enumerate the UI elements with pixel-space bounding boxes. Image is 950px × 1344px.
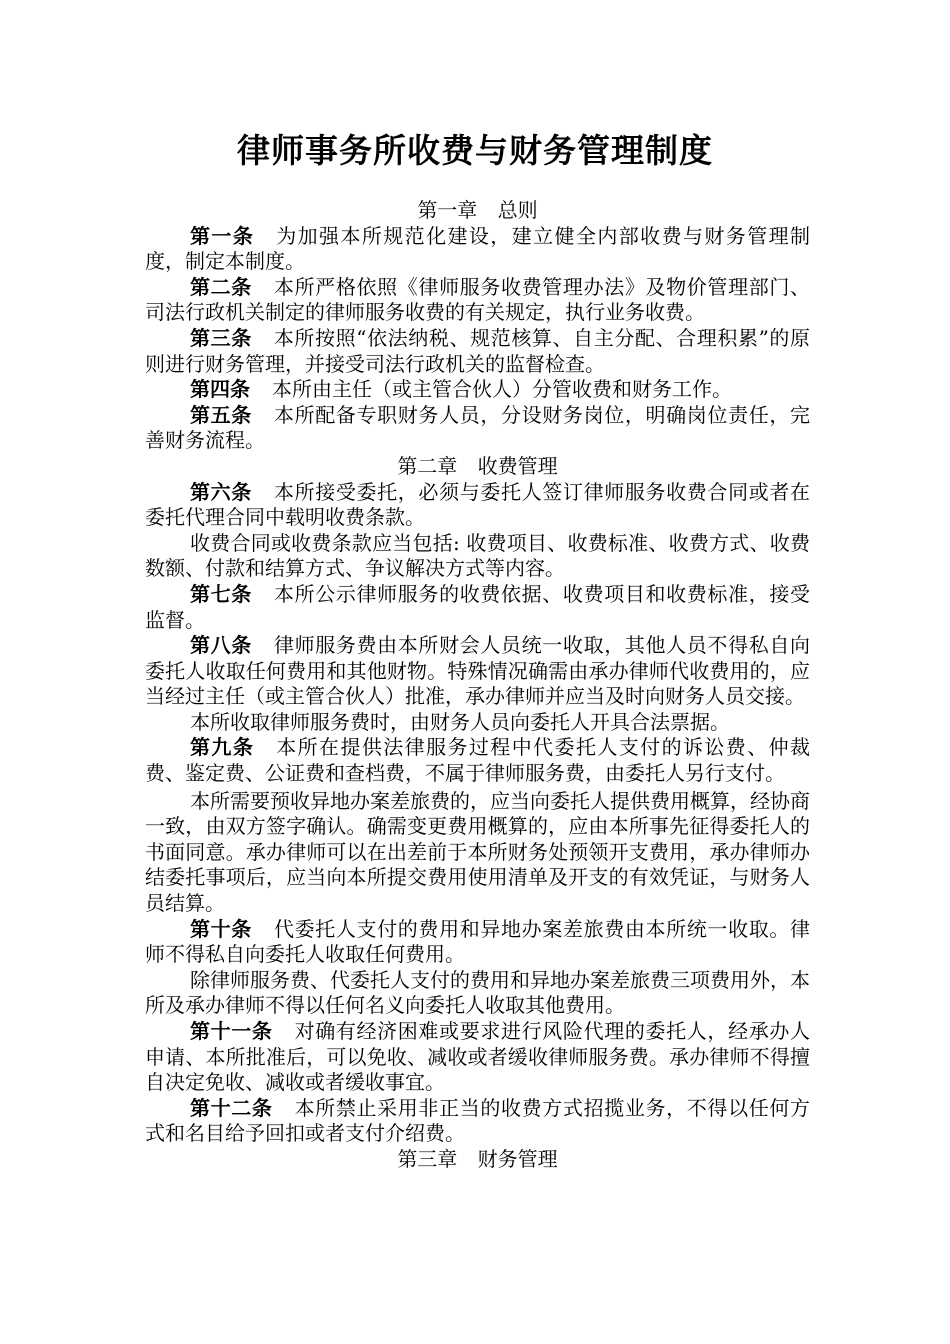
document-body — [145, 198, 810, 1173]
article-number: 第六条 — [190, 479, 252, 504]
article-paragraph — [145, 735, 810, 786]
article-number: 第八条 — [190, 633, 252, 658]
article-paragraph — [145, 633, 810, 710]
article-paragraph — [145, 326, 810, 377]
article-number: 第七条 — [190, 581, 252, 606]
article-number: 第三条 — [190, 325, 252, 350]
article-paragraph — [145, 968, 810, 1019]
article-number: 第四条 — [190, 377, 250, 402]
article-text: 代委托人支付的费用和异地办案差旅费由本所统一收取。律师不得私自向委托人收取任何费用。 — [145, 916, 811, 967]
article-paragraph — [145, 377, 810, 403]
article-paragraph — [145, 789, 810, 917]
article-number: 第二条 — [190, 274, 252, 299]
article-text: 本所按照“依法纳税、规范核算、自主分配、合理积累”的原则进行财务管理，并接受司法行政机关的监督检查。 — [145, 325, 811, 376]
article-number: 第一条 — [190, 223, 255, 248]
article-text: 律师服务费由本所财会人员统一收取，其他人员不得私自向委托人收取任何费用和其他财物。特殊情况确需由承办律师代收费用的，应当经过主任（或主管合伙人）批准，承办律师并应当及时向财务人员交接。 — [145, 633, 811, 709]
document-title: 律师事务所收费与财务管理制度 — [237, 131, 713, 170]
article-paragraph — [145, 480, 810, 531]
article-text: 本所严格依照《律师服务收费管理办法》及物价管理部门、司法行政机关制定的律师服务收费的有关规定，执行业务收费。 — [145, 274, 811, 325]
article-text: 本所在提供法律服务过程中代委托人支付的诉讼费、仲裁费、鉴定费、公证费和查档费，不属于律师服务费，由委托人另行支付。 — [145, 735, 811, 786]
article-text: 本所由主任（或主管合伙人）分管收费和财务工作。 — [272, 377, 732, 402]
article-text: 为加强本所规范化建设，建立健全内部收费与财务管理制度，制定本制度。 — [145, 223, 811, 274]
article-text: 本所公示律师服务的收费依据、收费项目和收费标准，接受监督。 — [145, 581, 811, 632]
article-number: 第十条 — [190, 916, 252, 941]
article-paragraph — [145, 710, 810, 736]
chapter-heading: 第三章 财务管理 — [397, 1146, 558, 1171]
article-text: 本所需要预收异地办案差旅费的，应当向委托人提供费用概算，经协商一致，由双方签字确认。确需变更费用概算的，应由本所事先征得委托人的书面同意。承办律师可以在出差前于本所财务处预领开支费用，承办律师办结委托事项后，应当向本所提交费用使用清单及开支的有效凭证，与财务人员结算。 — [145, 788, 810, 916]
article-text: 本所禁止采用非正当的收费方式招揽业务，不得以任何方式和名目给予回扣或者支付介绍费。 — [145, 1095, 811, 1146]
chapter-heading: 第一章 总则 — [417, 198, 538, 222]
article-text: 收费合同或收费条款应当包括: 收费项目、收费标准、收费方式、收费数额、付款和结算方式、争议解决方式等内容。 — [145, 530, 810, 581]
article-paragraph — [145, 224, 810, 275]
article-text: 本所收取律师服务费时，由财务人员向委托人开具合法票据。 — [190, 709, 730, 734]
article-number: 第十一条 — [190, 1019, 273, 1043]
article-paragraph — [145, 403, 810, 454]
article-paragraph — [145, 531, 810, 582]
article-text: 除律师服务费、代委托人支付的费用和异地办案差旅费三项费用外，本所及承办律师不得以任何名义向委托人收取其他费用。 — [145, 967, 810, 1018]
article-number: 第九条 — [190, 735, 255, 760]
article-text: 本所接受委托，必须与委托人签订律师服务收费合同或者在委托代理合同中载明收费条款。 — [145, 479, 811, 530]
article-paragraph — [145, 1096, 810, 1147]
article-text: 对确有经济困难或要求进行风险代理的委托人，经承办人申请、本所批准后，可以免收、减收或者缓收律师服务费。承办律师不得擅自决定免收、减收或者缓收事宜。 — [145, 1019, 811, 1095]
article-paragraph — [145, 1019, 810, 1096]
article-text: 本所配备专职财务人员，分设财务岗位，明确岗位责任，完善财务流程。 — [145, 402, 811, 453]
article-paragraph — [145, 582, 810, 633]
article-number: 第五条 — [190, 402, 252, 427]
article-number: 第十二条 — [190, 1095, 273, 1120]
chapter-heading: 第二章 收费管理 — [397, 453, 558, 478]
article-paragraph — [145, 917, 810, 968]
article-paragraph — [145, 275, 810, 326]
